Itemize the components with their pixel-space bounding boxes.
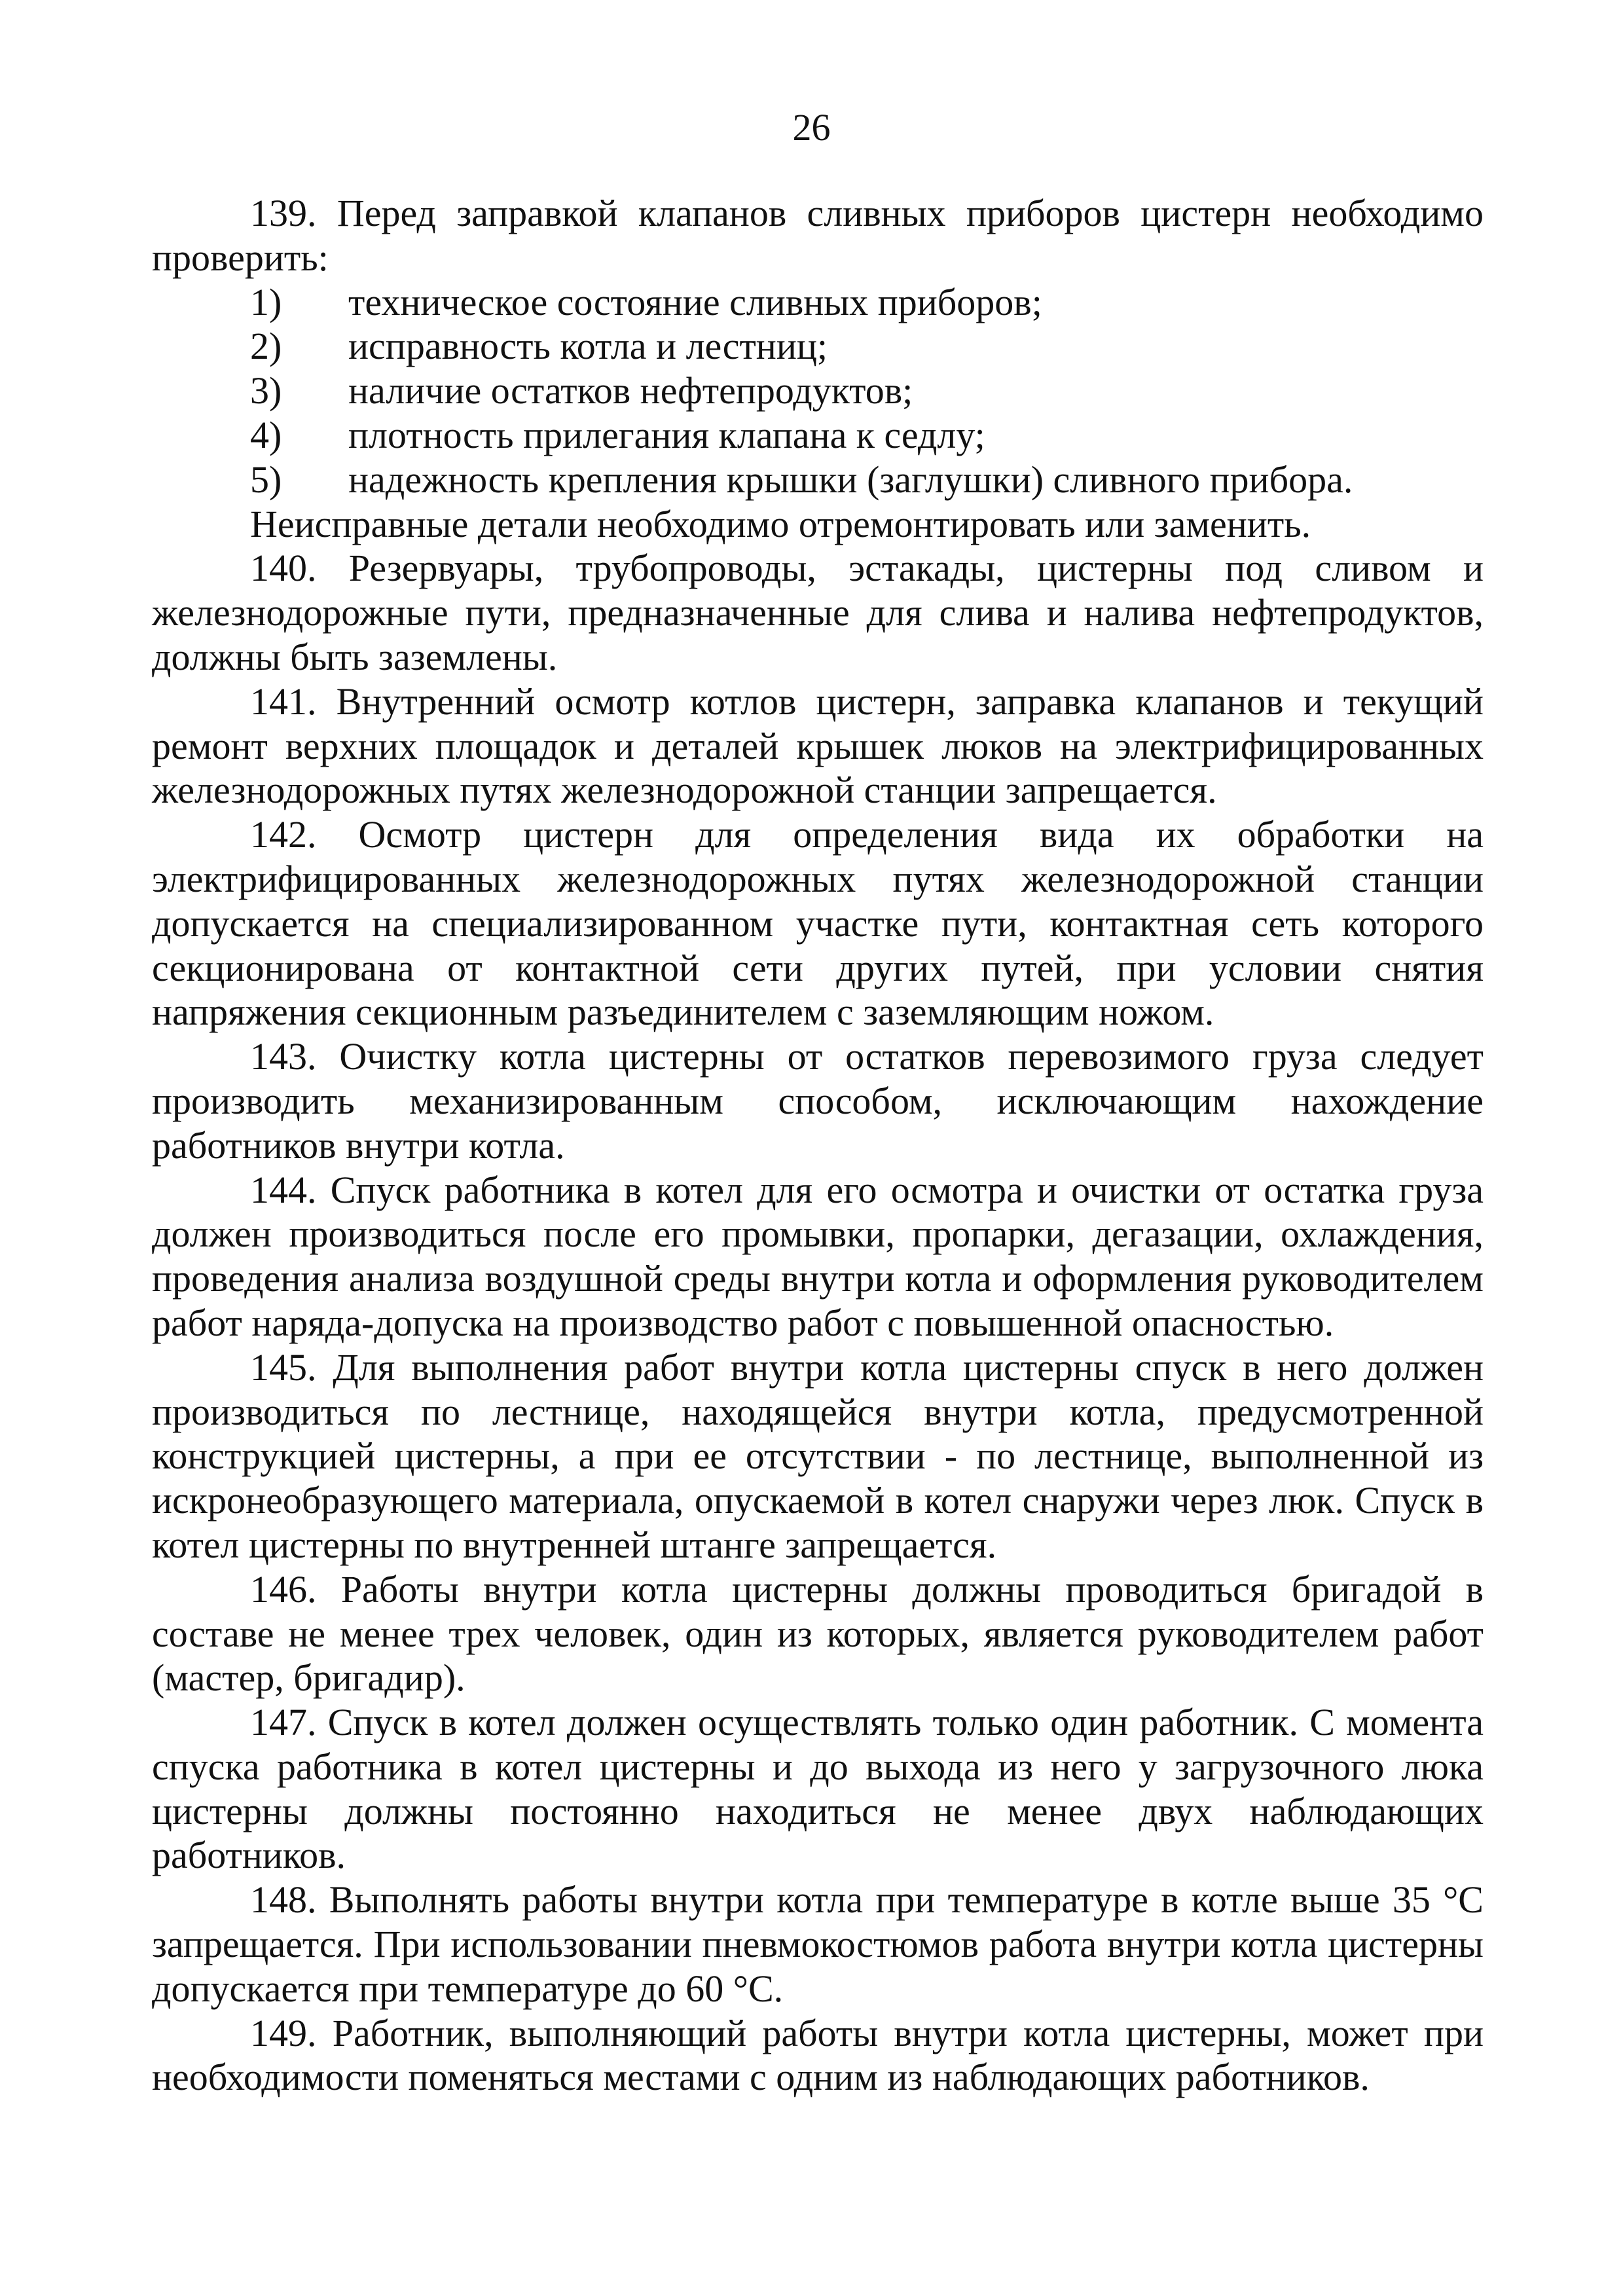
list-item-text: плотность прилегания клапана к седлу;: [348, 413, 985, 456]
list-item: [152, 413, 1484, 458]
list-item-number: 5): [250, 458, 282, 501]
paragraph-140: 140. Резервуары, трубопроводы, эстакады, цистерны под сливом и железнодорожные пути, предназначенные для слива и налива нефтепродуктов, должны быть заземлены.: [152, 547, 1484, 678]
document-body: [152, 191, 1484, 2100]
list-item-number: 1): [250, 280, 282, 323]
list-item: [152, 324, 1484, 369]
paragraph-143: 143. Очистку котла цистерны от остатков перевозимого груза следует производить механизированным способом, исключающим нахождение работников внутри котла.: [152, 1035, 1484, 1167]
paragraph-141: 141. Внутренний осмотр котлов цистерн, заправка клапанов и текущий ремонт верхних площадок и деталей крышек люков на электрифицированных железнодорожных путях железнодорожной станции запрещается.: [152, 680, 1484, 812]
list-item-text: наличие остатков нефтепродуктов;: [348, 369, 913, 412]
list-item-number: 3): [250, 369, 282, 412]
list-item-text: надежность крепления крышки (заглушки) сливного прибора.: [348, 458, 1353, 501]
paragraph-149: 149. Работник, выполняющий работы внутри котла цистерны, может при необходимости поменяться местами с одним из наблюдающих работников.: [152, 2011, 1484, 2099]
paragraph-147: 147. Спуск в котел должен осуществлять только один работник. С момента спуска работника в котел цистерны и до выхода из него у загрузочного люка цистерны должны постоянно находиться не менее двух наблюдающих работников.: [152, 1701, 1484, 1877]
paragraph-142: 142. Осмотр цистерн для определения вида их обработки на электрифицированных железнодорожных путях железнодорожной станции допускается на специализированном участке пути, контактная сеть которого секционирована от контактной сети других путей, при условии снятия напряжения секционным разъединителем с заземляющим ножом.: [152, 813, 1484, 1034]
paragraph-146: 146. Работы внутри котла цистерны должны проводиться бригадой в составе не менее трех человек, один из которых, является руководителем работ (мастер, бригадир).: [152, 1567, 1484, 1700]
list-item: [152, 458, 1484, 502]
list-item: [152, 369, 1484, 413]
page-number: 26: [792, 106, 831, 149]
list-item: [152, 280, 1484, 325]
paragraph-145: 145. Для выполнения работ внутри котла цистерны спуск в него должен производиться по лестнице, находящейся внутри котла, предусмотренной конструкцией цистерны, а при ее отсутствии - по лестнице, выполненной из искронеобразующего материала, опускаемой в котел снаружи через люк. Спуск в котел цистерны по внутренней штанге запрещается.: [152, 1345, 1484, 1566]
list-item-text: техническое состояние сливных приборов;: [348, 280, 1042, 323]
paragraph-148: 148. Выполнять работы внутри котла при температуре в котле выше 35 °С запрещается. При использовании пневмокостюмов работа внутри котла цистерны допускается при температуре до 60 °С.: [152, 1878, 1484, 2010]
list-item-number: 4): [250, 413, 282, 456]
paragraph-139-intro: 139. Перед заправкой клапанов сливных приборов цистерн необходимо проверить:: [152, 192, 1484, 279]
paragraph-144: 144. Спуск работника в котел для его осмотра и очистки от остатка груза должен производиться после его промывки, пропарки, дегазации, охлаждения, проведения анализа воздушной среды внутри котла и оформления руководителем работ наряда-допуска на производство работ с повышенной опасностью.: [152, 1168, 1484, 1344]
list-item-text: исправность котла и лестниц;: [348, 325, 828, 368]
paragraph-139-note: Неисправные детали необходимо отремонтировать или заменить.: [250, 502, 1311, 545]
list-item-number: 2): [250, 325, 282, 368]
